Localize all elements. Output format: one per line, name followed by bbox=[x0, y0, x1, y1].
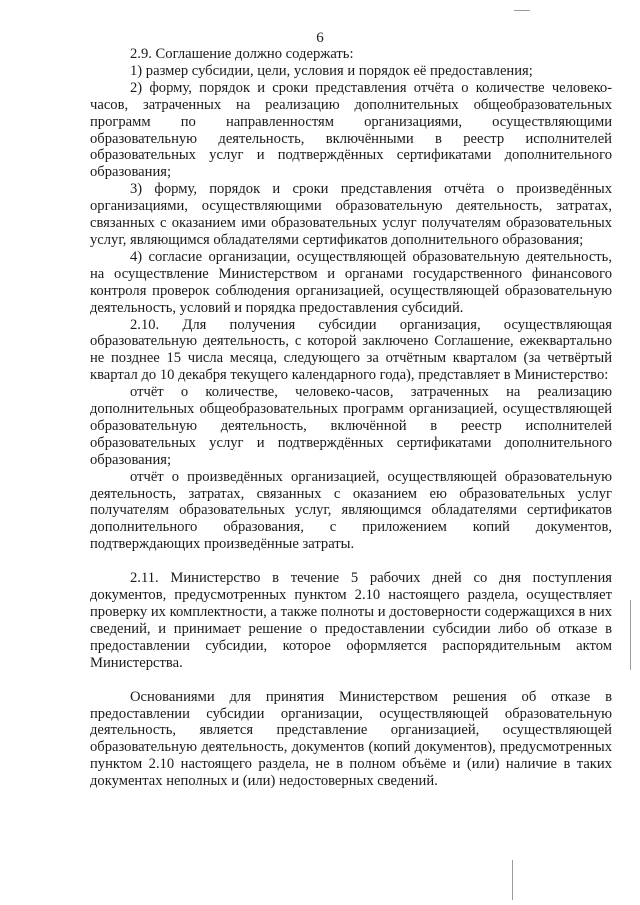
paragraph-2-10: 2.10. Для получения субсидии организация, осуществляющая образовательную деятельность, с которой заключено Соглашение, ежеквартально не позднее 15 числа месяца, следующего за отчётным кварталом (за четвёртый квартал до 10 декабря текущего календарного года), представляет в Министерство: bbox=[90, 316, 612, 384]
paragraph-2-9-item-2: 2) форму, порядок и сроки представления отчёта о количестве человеко-часов, затраченных на реализацию дополнительных общеобразовательных программ по направленностям организациями, осуществляющими образовательную деятельность, включёнными в реестр исполнителей образовательных услуг и подтверждённых сертификатами дополнительного образования; bbox=[90, 79, 612, 181]
paragraph-refusal-grounds: Основаниями для принятия Министерством решения об отказе в предоставлении субсидии организации, осуществляющей образовательную деятельность, является представление организацией, осуществляющей образовательную деятельность, документов (копий документов), предусмотренных пунктом 2.10 настоящего раздела, не в полном объёме и (или) наличие в таких документах неполных и (или) недостоверных сведений. bbox=[90, 688, 612, 790]
scan-artifact-top bbox=[514, 10, 530, 11]
document-body bbox=[90, 46, 612, 790]
paragraph-2-10-report-hours: отчёт о количестве, человеко-часов, затраченных на реализацию дополнительных общеобразовательных программ организацией, осуществляющей образовательную деятельность, включённой в реестр исполнителей образовательных услуг и подтверждённых сертификатами дополнительного образования; bbox=[90, 384, 612, 468]
paragraph-2-11: 2.11. Министерство в течение 5 рабочих дней со дня поступления документов, предусмотренных пунктом 2.10 настоящего раздела, осуществляет проверку их комплектности, а также полноты и достоверности содержащихся в них сведений, и принимает решение о предоставлении субсидии либо об отказе в предоставлении субсидии, которое оформляется распорядительным актом Министерства. bbox=[90, 570, 612, 671]
paragraph-2-9-item-3: 3) форму, порядок и сроки представления отчёта о произведённых организациями, осуществляющими образовательную деятельность, затратах, связанных с оказанием ими образовательных услуг получателям образовательных услуг, являющимся обладателями сертификатов дополнительного образования; bbox=[90, 181, 612, 248]
paragraph-2-10-report-costs: отчёт о произведённых организацией, осуществляющей образовательную деятельность, затратах, связанных с оказанием ею образовательных услуг получателям образовательных услуг, являющимся обладателями сертификатов дополнительного образования, с приложением копий документов, подтверждающих произведённые затраты. bbox=[90, 468, 612, 553]
paragraph-2-9-item-1: 1) размер субсидии, цели, условия и порядок её предоставления; bbox=[130, 62, 533, 79]
paragraph-2-9-heading: 2.9. Соглашение должно содержать: bbox=[130, 46, 354, 62]
page-number: 6 bbox=[316, 30, 324, 46]
scan-artifact-right bbox=[630, 600, 631, 670]
scan-artifact-bottom bbox=[512, 860, 513, 900]
paragraph-2-9-item-4: 4) согласие организации, осуществляющей образовательную деятельность, на осуществление Министерством и органами государственного финансового контроля проверок соблюдения организацией, осуществляющей образовательную деятельность, условий и порядка предоставления субсидий. bbox=[90, 248, 612, 316]
